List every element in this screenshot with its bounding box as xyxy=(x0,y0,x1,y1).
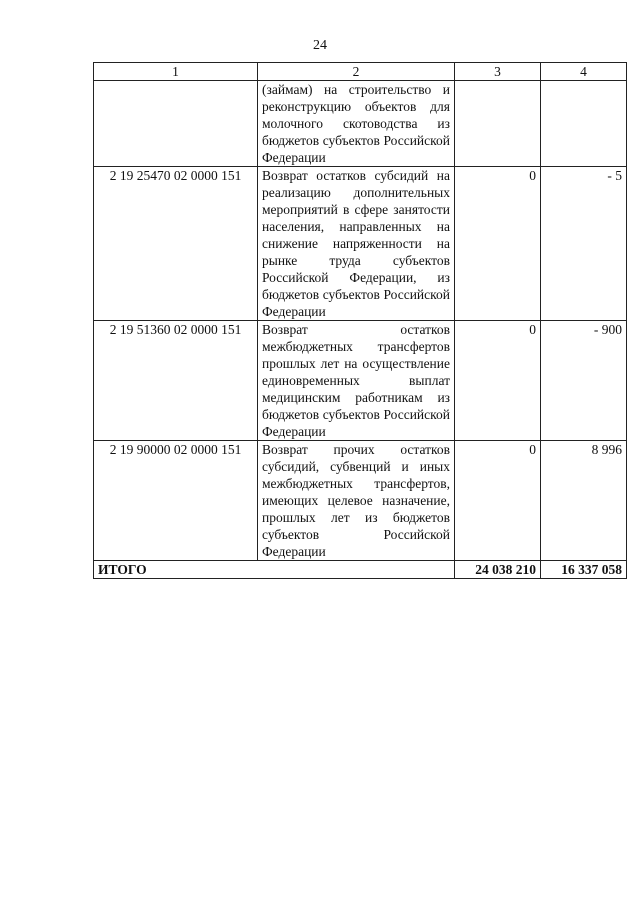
column-header-2: 2 xyxy=(258,63,455,81)
column-header-3: 3 xyxy=(455,63,541,81)
row-code: 2 19 90000 02 0000 151 xyxy=(94,441,258,561)
total-row xyxy=(94,561,627,579)
table-row xyxy=(94,321,627,441)
row-code xyxy=(94,81,258,167)
row-description: Возврат остатков субсидий на реализацию дополнительных мероприятий в сфере занятости населения, направленных на снижение напряженности на рынке труда субъектов Российской Федерации, из бюджетов субъектов Российской Федерации xyxy=(258,167,455,321)
row-description: Возврат прочих остатков субсидий, субвенций и иных межбюджетных трансфертов, имеющих целевое назначение, прошлых лет из бюджетов субъектов Российской Федерации xyxy=(258,441,455,561)
row-value-4: - 900 xyxy=(541,321,627,441)
row-code: 2 19 25470 02 0000 151 xyxy=(94,167,258,321)
row-code: 2 19 51360 02 0000 151 xyxy=(94,321,258,441)
total-label: ИТОГО xyxy=(94,561,455,579)
row-value-3: 0 xyxy=(455,321,541,441)
row-value-3 xyxy=(455,81,541,167)
row-value-3: 0 xyxy=(455,167,541,321)
table-row xyxy=(94,441,627,561)
total-value-3: 24 038 210 xyxy=(455,561,541,579)
row-description: (займам) на строительство и реконструкцию объектов для молочного скотоводства из бюджетов субъектов Российской Федерации xyxy=(258,81,455,167)
column-header-1: 1 xyxy=(94,63,258,81)
budget-table xyxy=(93,62,627,579)
row-value-4 xyxy=(541,81,627,167)
table-row xyxy=(94,167,627,321)
row-value-4: - 5 xyxy=(541,167,627,321)
row-value-3: 0 xyxy=(455,441,541,561)
row-value-4: 8 996 xyxy=(541,441,627,561)
column-header-4: 4 xyxy=(541,63,627,81)
page-number: 24 xyxy=(313,38,327,53)
total-value-4: 16 337 058 xyxy=(541,561,627,579)
table-header-row xyxy=(94,63,627,81)
row-description: Возврат остатков межбюджетных трансфертов прошлых лет на осуществление единовременных выплат медицинским работникам из бюджетов субъектов Российской Федерации xyxy=(258,321,455,441)
table-row xyxy=(94,81,627,167)
